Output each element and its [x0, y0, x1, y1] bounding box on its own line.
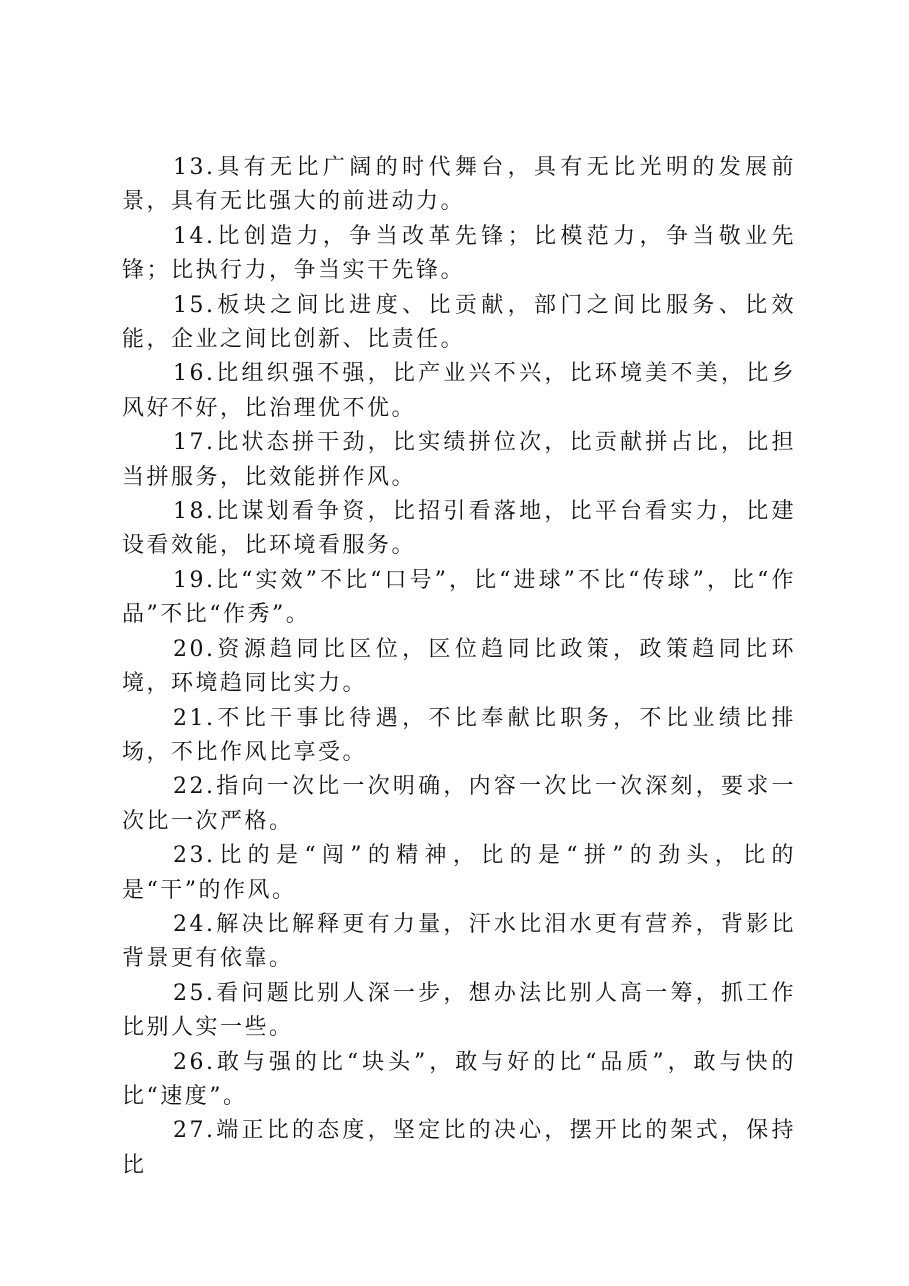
paragraph-20: 20.资源趋同比区位，区位趋同比政策，政策趋同比环境，环境趋同比实力。	[122, 636, 796, 697]
paragraph-13: 13.具有无比广阔的时代舞台，具有无比光明的发展前景，具有无比强大的前进动力。	[122, 155, 796, 215]
document-body	[122, 151, 796, 1183]
paragraph-17: 17.比状态拼干劲，比实绩拼位次，比贡献拼占比，比担当拼服务，比效能拼作风。	[122, 430, 796, 490]
paragraph-22: 22.指向一次比一次明确，内容一次比一次深刻，要求一次比一次严格。	[122, 774, 796, 834]
paragraph-19: 19.比“实效”不比“口号”，比“进球”不比“传球”，比“作品”不比“作秀”。	[122, 567, 796, 628]
paragraph-24: 24.解决比解释更有力量，汗水比泪水更有营养，背影比背景更有依靠。	[122, 911, 796, 972]
paragraph-14: 14.比创造力，争当改革先锋；比模范力，争当敬业先锋；比执行力，争当实干先锋。	[122, 223, 796, 284]
paragraph-23: 23.比的是“闯”的精神，比的是“拼”的劲头，比的是“干”的作风。	[122, 843, 796, 903]
paragraph-26: 26.敢与强的比“块头”，敢与好的比“品质”，敢与快的比“速度”。	[122, 1049, 796, 1109]
paragraph-27: 27.端正比的态度，坚定比的决心，摆开比的架式，保持比	[122, 1118, 796, 1178]
paragraph-21: 21.不比干事比待遇，不比奉献比职务，不比业绩比排场，不比作风比享受。	[122, 705, 796, 765]
paragraph-15: 15.板块之间比进度、比贡献，部门之间比服务、比效能，企业之间比创新、比责任。	[122, 292, 796, 353]
paragraph-25: 25.看问题比别人深一步，想办法比别人高一筹，抓工作比别人实一些。	[122, 980, 796, 1041]
paragraph-16: 16.比组织强不强，比产业兴不兴，比环境美不美，比乡风好不好，比治理优不优。	[122, 361, 796, 421]
paragraph-18: 18.比谋划看争资，比招引看落地，比平台看实力，比建设看效能，比环境看服务。	[122, 499, 796, 559]
